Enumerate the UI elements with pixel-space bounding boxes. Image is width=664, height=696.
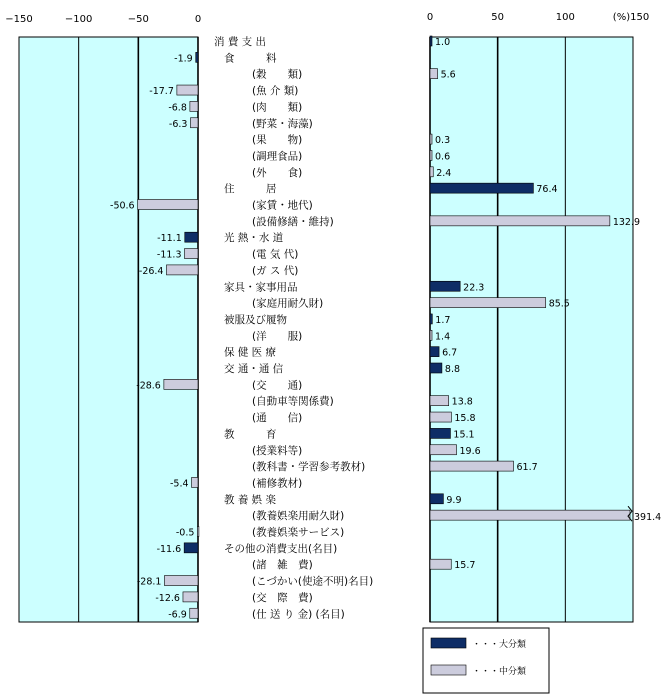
- bar: [184, 543, 198, 553]
- bar: [185, 249, 198, 259]
- right-panel: [427, 12, 661, 622]
- category-label: (電 気 代): [252, 248, 299, 261]
- category-labels: [214, 35, 373, 620]
- category-label: (交 通): [252, 379, 303, 392]
- right-plot-area: [430, 37, 633, 622]
- bar: [430, 559, 451, 569]
- legend-label: ・・・中分類: [472, 667, 527, 677]
- bar: [190, 118, 198, 128]
- category-label: (穀 類): [252, 68, 303, 81]
- data-label: 13.8: [451, 396, 473, 408]
- data-label: -6.3: [168, 118, 188, 130]
- bar: [430, 494, 443, 504]
- data-label: 76.4: [536, 184, 558, 196]
- bar: [138, 200, 198, 210]
- bar: [190, 608, 198, 618]
- bar: [185, 232, 198, 242]
- bar: [430, 461, 514, 471]
- data-label: 9.9: [446, 494, 462, 506]
- category-label: (諸 雑 費): [252, 559, 313, 572]
- bar: [196, 52, 198, 62]
- right-tick-label: 50: [491, 12, 505, 23]
- data-label: -12.6: [155, 592, 180, 604]
- data-label: -11.1: [157, 233, 182, 245]
- category-label: 教 育: [224, 428, 277, 441]
- category-label: (ガ ス 代): [252, 264, 299, 277]
- bar: [183, 592, 198, 602]
- bar: [430, 167, 433, 177]
- data-label: -5.4: [170, 478, 189, 490]
- bar: [190, 101, 198, 111]
- legend: [423, 628, 549, 693]
- category-label: 交 通・通 信: [224, 363, 284, 375]
- category-label: (授業料等): [252, 444, 303, 457]
- data-label: -50.6: [110, 200, 135, 212]
- data-label: 1.4: [435, 331, 451, 343]
- category-label: (教養娯楽用耐久財): [252, 510, 345, 523]
- bar: [430, 314, 432, 324]
- data-label: -26.4: [138, 265, 164, 277]
- bar: [430, 510, 630, 520]
- bar: [430, 347, 439, 357]
- data-label: -17.7: [149, 86, 174, 98]
- bar: [430, 183, 533, 193]
- data-label: -11.3: [156, 249, 182, 261]
- category-label: (こづかい(使途不明)名目): [252, 575, 374, 588]
- category-label: (教科書・学習参考教材): [252, 461, 366, 474]
- data-label: 132.9: [612, 216, 641, 228]
- data-label: 15.7: [454, 560, 476, 572]
- category-label: (肉 類): [252, 101, 303, 114]
- category-label: 家具・家事用品: [224, 281, 298, 294]
- bar: [430, 36, 432, 46]
- bar: [430, 150, 432, 160]
- category-label: (外 食): [252, 166, 303, 179]
- bar: [430, 69, 438, 79]
- category-label: (果 物): [252, 134, 303, 147]
- data-label: 19.6: [459, 445, 481, 457]
- left-tick-label: 0: [194, 14, 202, 25]
- legend-label: ・・・大分類: [472, 640, 527, 650]
- category-label: (野菜・海藻): [252, 117, 313, 130]
- bar: [430, 330, 432, 340]
- data-label: 15.1: [453, 429, 475, 441]
- category-label: 消 費 支 出: [214, 36, 267, 48]
- data-label: 1.7: [435, 314, 451, 326]
- bar: [430, 281, 460, 291]
- bar: [430, 396, 449, 406]
- category-label: (補修教材): [252, 477, 303, 490]
- right-tick-label: 0: [426, 12, 434, 23]
- left-panel: [5, 14, 201, 622]
- bar: [192, 477, 198, 487]
- category-label: (設備修繕・維持): [252, 215, 334, 228]
- data-label: 22.3: [463, 282, 485, 294]
- category-label: (自動車等関係費): [252, 395, 334, 408]
- data-label: -1.9: [174, 53, 193, 65]
- data-label: -0.5: [175, 527, 195, 539]
- category-label: (調理食品): [252, 150, 303, 163]
- data-label: -11.6: [156, 543, 182, 555]
- left-tick-label: −150: [5, 14, 33, 25]
- category-label: (洋 服): [252, 330, 303, 343]
- bar: [164, 576, 198, 586]
- left-tick-label: −50: [127, 14, 149, 25]
- left-tick-label: −100: [64, 14, 93, 25]
- category-label: (家賃・地代): [252, 199, 313, 212]
- category-label: その他の消費支出(名目): [224, 542, 338, 555]
- category-label: (交 際 費): [252, 591, 313, 604]
- bar: [430, 428, 450, 438]
- category-label: 保 健 医 療: [224, 346, 277, 359]
- data-label: 0.3: [435, 135, 451, 147]
- data-label: 61.7: [516, 462, 538, 474]
- data-label: 8.8: [444, 364, 461, 375]
- bar: [197, 527, 199, 537]
- category-label: 光 熱・水 道: [224, 232, 284, 245]
- category-label: 教 養 娯 楽: [224, 493, 277, 506]
- legend-swatch: [431, 665, 466, 675]
- bar: [177, 85, 198, 95]
- category-label: (通 信): [252, 412, 303, 425]
- bar: [164, 379, 198, 389]
- data-label: 1.0: [435, 37, 451, 48]
- category-label: (仕 送 り 金) (名目): [252, 608, 345, 621]
- data-label: -28.1: [136, 576, 162, 588]
- data-label: -6.8: [168, 102, 187, 114]
- category-label: (魚 介 類): [252, 85, 299, 98]
- bar: [430, 363, 442, 373]
- category-label: 食 料: [224, 52, 277, 65]
- right-tick-label: (%)150: [612, 12, 650, 23]
- category-label: (教養娯楽サービス): [252, 526, 345, 539]
- category-label: 被服及び履物: [224, 313, 287, 326]
- bar: [430, 412, 451, 422]
- data-label: 2.4: [436, 167, 452, 179]
- data-label: 15.8: [454, 413, 476, 425]
- category-label: (家庭用耐久財): [252, 297, 324, 310]
- bar: [430, 216, 610, 226]
- data-label: 85.5: [548, 298, 570, 310]
- category-label: 住 居: [224, 183, 277, 196]
- bar: [430, 445, 457, 455]
- right-tick-label: 100: [555, 12, 575, 23]
- data-label: -6.9: [168, 609, 187, 621]
- data-label: -28.6: [136, 380, 161, 392]
- bar: [166, 265, 198, 275]
- data-label: 391.4: [634, 512, 662, 524]
- data-label: 5.6: [440, 69, 456, 81]
- data-label: 0.6: [435, 151, 451, 163]
- bar: [430, 298, 546, 308]
- data-label: 6.7: [442, 347, 458, 359]
- legend-swatch: [431, 638, 466, 648]
- bar: [430, 134, 432, 144]
